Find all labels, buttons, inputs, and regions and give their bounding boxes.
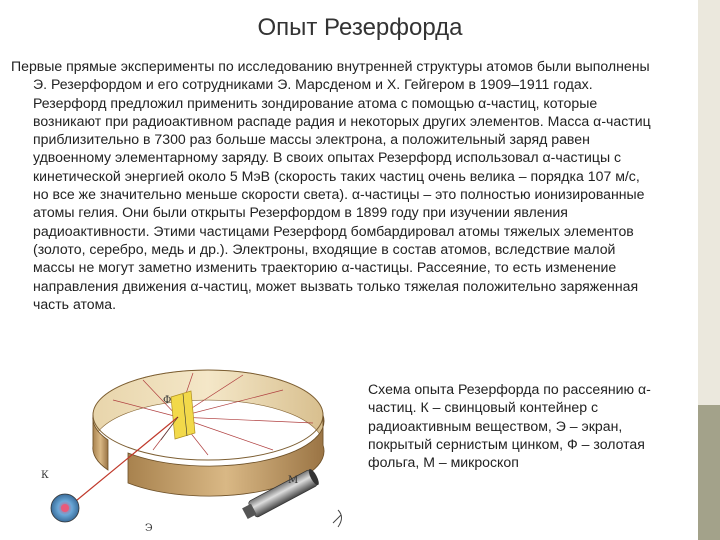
slide-title: Опыт Резерфорда	[257, 14, 463, 41]
label-screen: Э	[145, 523, 153, 534]
label-container: К	[41, 470, 49, 481]
figure-caption: Схема опыта Резерфорда по рассеянию α-частиц. К – свинцовый контейнер с радиоактивным веществом, Э – экран, покрытый сернистым цинком, Ф – золотая фольга, М – микроскоп	[368, 381, 651, 471]
slide-sidebar-accent	[698, 405, 720, 540]
rutherford-experiment-diagram	[33, 345, 363, 535]
label-foil: Ф	[163, 395, 172, 406]
ring-inner-wall	[93, 370, 323, 445]
body-paragraph: Первые прямые эксперименты по исследованию внутренней структуры атомов были выполнены Э. Резерфордом и его сотрудниками Э. Марсденом и Х. Гейгером в 1909–1911 годах. Резерфорд предложил применить зондирование атома с помощью α-частиц, которые возникают при радиоактивном распаде радия и некоторых других элементов. Масса α-частиц приблизительно в 7300 раз больше массы электрона, а положительный заряд равен удвоенному элементарному заряду. В своих опытах Резерфорд использовал α-частицы с кинетической энергией около 5 МэВ (скорость таких частиц очень велика – порядка 107 м/с, но все же значительно меньше скорости света). α-частицы – это полностью ионизированные атомы гелия. Они были открыты Резерфордом в 1899 году при изучении явления радиоактивности. Этими частицами Резерфорд бомбардировал атомы тяжелых элементов (золото, серебро, медь и др.). Электроны, входящие в состав атомов, вследствие малой массы не могут заметно изменить траекторию α-частицы. Рассеяние, то есть изменение направления движения α-частиц, может вызвать только тяжелая положительно заряженная часть атома.	[11, 58, 651, 312]
eye-sketch	[333, 510, 342, 527]
label-microscope: М	[288, 475, 299, 486]
gold-foil	[171, 391, 195, 439]
